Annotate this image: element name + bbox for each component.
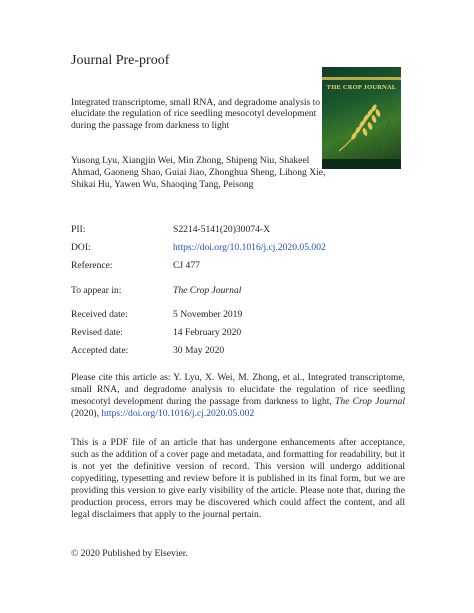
article-title: Integrated transcriptome, small RNA, and degradome analysis to elucidate the regulation of rice seedling mesocotyl development during the passage from darkness to light — [71, 97, 321, 131]
cover-stripe — [322, 77, 401, 80]
citation-text: Please cite this article as: Y. Lyu, X. Wei, M. Zhong, et al., Integrated transcriptome, small RNA, and degradome analysis to elucidate the regulation of rice seedling mesocotyl development during the passage from darkness to light, — [71, 372, 405, 407]
cover-journal-name: THE CROP JOURNAL — [326, 84, 397, 91]
accepted-date-label: Accepted date: — [71, 345, 129, 356]
pii-label: PII: — [71, 224, 86, 235]
received-date-label: Received date: — [71, 309, 128, 320]
page-header-title: Journal Pre-proof — [71, 53, 170, 68]
appear-in-journal: The Crop Journal — [173, 285, 242, 296]
pii-value: S2214-5141(20)30074-X — [173, 224, 270, 235]
accepted-date-value: 30 May 2020 — [173, 345, 225, 356]
journal-cover-image — [322, 67, 401, 169]
reference-label: Reference: — [71, 260, 113, 271]
received-date-value: 5 November 2019 — [173, 309, 243, 320]
revised-date-value: 14 February 2020 — [173, 327, 242, 338]
doi-label: DOI: — [71, 242, 91, 253]
article-authors: Yusong Lyu, Xiangjin Wei, Min Zhong, Shipeng Niu, Shakeel Ahmad, Gaoneng Shao, Guiai Jiao, Zhonghua Sheng, Lihong Xie, Shikai Hu, Yawen Wu, Shaoqing Tang, Peisong — [71, 155, 326, 190]
cover-footer-band — [322, 159, 401, 169]
rice-grain-illustration — [334, 99, 394, 155]
pre-proof-notice: This is a PDF file of an article that has undergone enhancements after acceptance, such as the addition of a cover page and metadata, and formatting for readability, but it is not yet the definitive version of record. This version will undergo additional copyediting, typesetting and review before it is published in its final form, but we are providing this version to give early visibility of the article. Please note that, during the production process, errors may be discovered which could affect the content, and all legal disclaimers that apply to the journal pertain. — [71, 437, 405, 520]
doi-link[interactable]: https://doi.org/10.1016/j.cj.2020.05.002 — [173, 242, 326, 253]
reference-value: CJ 477 — [173, 260, 200, 271]
citation-journal: The Crop Journal — [335, 396, 406, 407]
revised-date-label: Revised date: — [71, 327, 123, 338]
copyright-line: © 2020 Published by Elsevier. — [71, 548, 188, 559]
citation-year: (2020), — [71, 408, 99, 419]
citation-doi-link[interactable]: https://doi.org/10.1016/j.cj.2020.05.002 — [101, 408, 255, 419]
citation-paragraph — [71, 372, 405, 420]
appear-in-label: To appear in: — [71, 285, 122, 296]
